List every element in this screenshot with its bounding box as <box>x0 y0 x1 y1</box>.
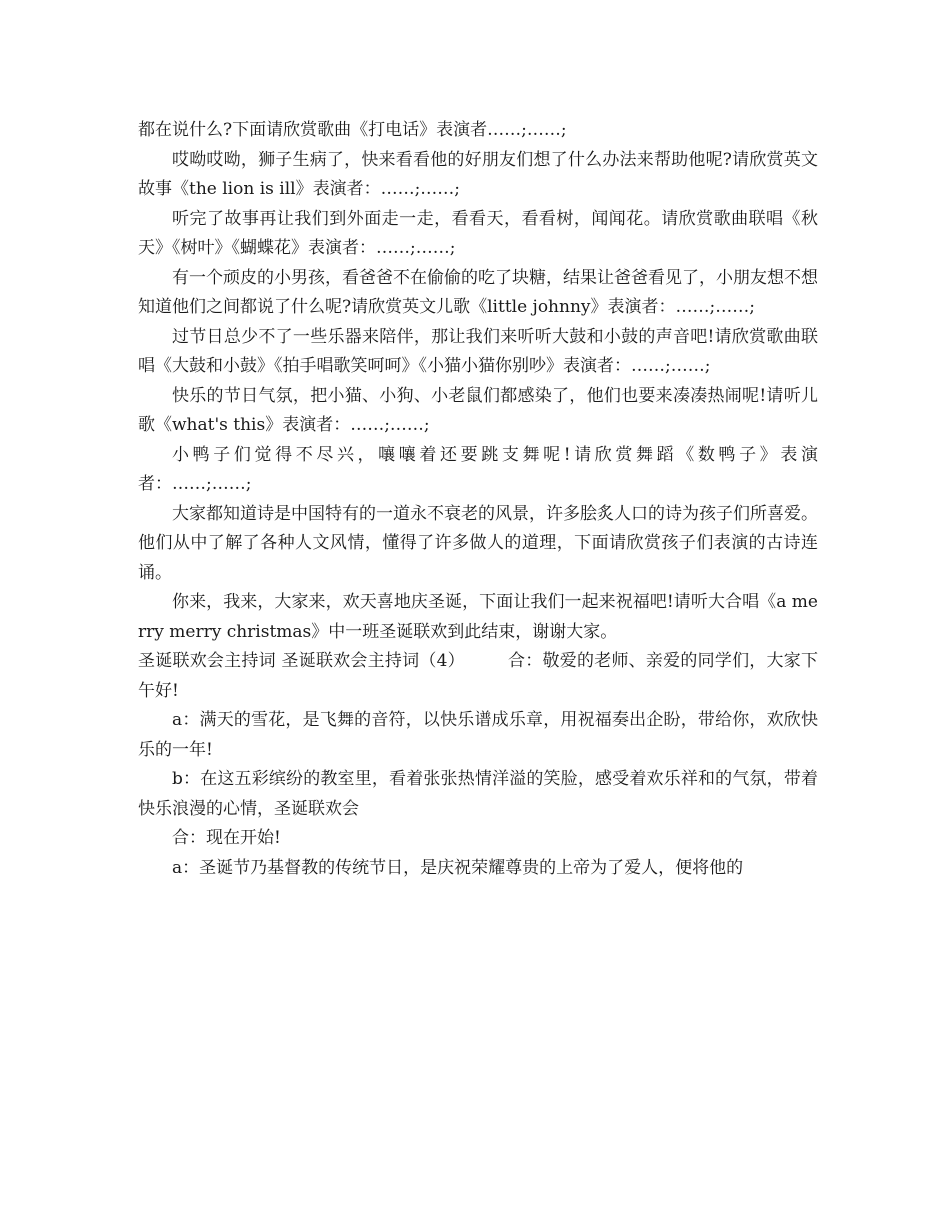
paragraph-host-script-heading: 圣诞联欢会主持词 圣诞联欢会主持词（4） 合：敬爱的老师、亲爱的同学们，大家下午好! <box>138 651 818 701</box>
paragraph-merry-christmas: 你来，我来，大家来，欢天喜地庆圣诞，下面让我们一起来祝福吧!请听大合唱《a merry merry christmas》中一班圣诞联欢到此结束，谢谢大家。 <box>138 592 818 642</box>
paragraph-together-begin: 合：现在开始! <box>172 828 281 848</box>
document-body <box>138 116 818 883</box>
paragraph-drum-medley: 过节日总少不了一些乐器来陪伴，那让我们来听听大鼓和小鼓的声音吧!请欣赏歌曲联唱《大鼓和小鼓》《拍手唱歌笑呵呵》《小猫小猫你别吵》表演者：……;……; <box>138 326 818 376</box>
paragraph-autumn-medley: 听完了故事再让我们到外面走一走，看看天，看看树，闻闻花。请欣赏歌曲联唱《秋天》《树叶》《蝴蝶花》表演者：……;……; <box>138 208 818 258</box>
paragraph-counting-ducks: 小鸭子们觉得不尽兴，嚷嚷着还要跳支舞呢!请欣赏舞蹈《数鸭子》表演者：……;……; <box>138 444 818 494</box>
paragraph-lion-story: 哎呦哎呦，狮子生病了，快来看看他的好朋友们想了什么办法来帮助他呢?请欣赏英文故事《the lion is ill》表演者：……;……; <box>138 149 818 199</box>
paragraph-call-continuation: 都在说什么?下面请欣赏歌曲《打电话》表演者……;……; <box>138 120 567 140</box>
paragraph-host-a-christmas: a：圣诞节乃基督教的传统节日，是庆祝荣耀尊贵的上帝为了爱人，便将他的 <box>172 857 744 878</box>
paragraph-ancient-poems: 大家都知道诗是中国特有的一道永不衰老的风景，许多脍炙人口的诗为孩子们所喜爱。他们从中了解了各种人文风情，懂得了许多做人的道理，下面请欣赏孩子们表演的古诗连诵。 <box>138 503 818 583</box>
paragraph-whats-this: 快乐的节日气氛，把小猫、小狗、小老鼠们都感染了，他们也要来凑凑热闹呢!请听儿歌《what's this》表演者：……;……; <box>138 385 818 435</box>
paragraph-little-johnny: 有一个顽皮的小男孩，看爸爸不在偷偷的吃了块糖，结果让爸爸看见了，小朋友想不想知道他们之间都说了什么呢?请欣赏英文儿歌《little johnny》表演者：……;……; <box>138 267 818 317</box>
paragraph-host-a-snowflakes: a：满天的雪花，是飞舞的音符，以快乐谱成乐章，用祝福奏出企盼，带给你，欢欣快乐的一年! <box>138 710 818 760</box>
paragraph-host-b-classroom: b：在这五彩缤纷的教室里，看着张张热情洋溢的笑脸，感受着欢乐祥和的气氛，带着快乐浪漫的心情，圣诞联欢会 <box>138 769 818 819</box>
